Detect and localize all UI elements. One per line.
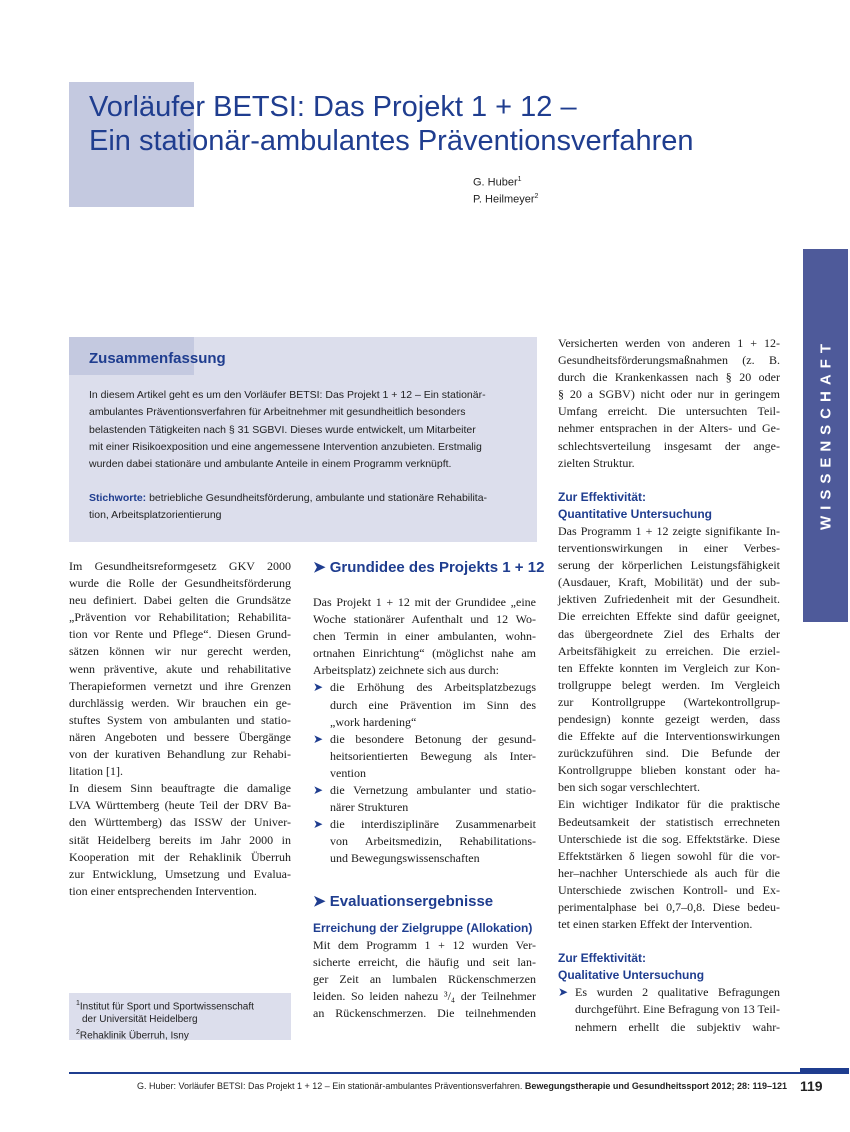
body-line: (Ausdauer, Kraft, Mobilität) und der sub- — [558, 575, 780, 590]
footnote-1-cont — [76, 1013, 254, 1026]
footer-rule — [69, 1072, 849, 1074]
arrow-bullet-icon: ➤ — [558, 985, 569, 1000]
footer-citation-text: G. Huber: Vorläufer BETSI: Das Projekt 1 + 12 – Ein stationär-ambulantes Präventionsverfahren. — [136, 1081, 525, 1091]
body-line: jektiven Zufriedenheit mit der Gesundheit. — [558, 592, 780, 607]
list-item — [313, 782, 536, 816]
author-1-affiliation-mark: 1 — [517, 176, 522, 183]
abstract-heading: Zusammenfassung — [89, 350, 226, 367]
body-line: terventionswirkungen in einer Verbes- — [558, 541, 780, 556]
body-line: Arbeitsplatz) zeichnete sich aus durch: — [313, 663, 499, 678]
body-line: Mit dem Programm 1 + 12 wurden Ver- — [313, 937, 536, 952]
footnote-1-mark: 1 — [76, 1000, 80, 1007]
body-line: ten Effekte konnten im Vergleich zur Kon- — [558, 660, 780, 675]
body-line: tion vor Rente und Pflege“. Diesen Grund- — [69, 627, 291, 642]
body-line: chen Termin in einer ambulanten, wohn- — [313, 629, 536, 644]
abstract-line: In diesem Artikel geht es um den Vorläufer BETSI: Das Projekt 1 + 12 – Ein stationär- — [89, 389, 486, 401]
body-line: litation [1]. — [69, 764, 123, 779]
body-line: Ein wichtiger Indikator für die praktische — [558, 797, 780, 812]
body-line: wurde die Rolle der Gesundheitsförderung — [69, 576, 291, 591]
body-line: LVA Württemberg (heute Teil der DRV Ba- — [69, 798, 291, 813]
body-line: Gesundheitsförderungsmaßnahmen (z. B. — [558, 353, 780, 368]
body-line: an Rückenschmerzen. Die teilnehmenden — [313, 1005, 536, 1020]
body-line: sität Heidelberg bereits im Jahr 2000 in — [69, 832, 291, 847]
author-1 — [473, 173, 538, 190]
body-line: Im Gesundheitsreformgesetz GKV 2000 — [69, 559, 291, 573]
body-line: neu definiert. Dabei gelten die Grundsätze — [69, 593, 291, 608]
author-list — [473, 173, 538, 206]
body-line: her–nachher Unterschiede als auch für die — [558, 865, 780, 880]
list-item — [313, 679, 536, 730]
body-line: § 20 a SGBV) nicht oder nur in geringem — [558, 387, 780, 402]
body-line: leiden. So leiden nahezu ³/₄ der Teilnehmer — [313, 988, 536, 1003]
arrow-bullet-icon: ➤ — [313, 817, 324, 832]
body-line: Kontrollgruppe blieben konstant oder ha- — [558, 763, 780, 778]
author-2 — [473, 190, 538, 207]
body-column-3 — [558, 335, 780, 1036]
body-line: zurückzuführen sind. Die Befunde der — [558, 746, 780, 761]
body-line: trollgruppe belegt werden. Im Vergleich — [558, 677, 780, 692]
author-2-affiliation-mark: 2 — [534, 192, 539, 200]
body-line: Bedeutsamkeit der statistisch errechneten — [558, 814, 780, 829]
body-line: von der kurativen Behandlung zur Rehabi- — [69, 747, 291, 762]
body-line: Das Projekt 1 + 12 mit der Grundidee „eine — [313, 595, 536, 609]
body-column-2 — [313, 558, 545, 1022]
abstract-line: wurden dabei stationäre und ambulante Anteile in einem Programm verknüpft. — [89, 458, 452, 471]
footnote-2-line-1: Rehaklinik Überruh, Isny — [79, 1030, 189, 1042]
body-line: Unterschiede ist die sog. Effektstärke. Diese — [558, 831, 780, 846]
body-line: ortnahen Einrichtung“ (möglichst nahe am — [313, 646, 536, 661]
section-heading-grundidee — [313, 558, 545, 578]
body-line: wenn präventive, akute und rehabilitative — [69, 661, 291, 676]
title-line-2: Ein stationär-ambulantes Präventionsverfahren — [89, 125, 694, 157]
title-line-1: Vorläufer BETSI: Das Projekt 1 + 12 – — [89, 91, 577, 123]
subheading-qualitative: Qualitative Untersuchung — [558, 968, 705, 983]
arrow-bullet-icon: ➤ — [313, 731, 324, 746]
footnote-2-mark: 2 — [76, 1029, 80, 1037]
bullet-line: „work hardening“ — [330, 714, 417, 729]
arrow-icon: ➤ — [313, 892, 326, 910]
body-line: Effektstärken δ liegen sowohl für die vor- — [558, 848, 780, 863]
keywords-text: betriebliche Gesundheitsförderung, ambulante und stationäre Rehabilita- — [146, 492, 488, 504]
abstract-line: ambulantes Präventionsverfahren für Arbeitnehmer mit gesundheitlich besonders — [89, 406, 466, 419]
body-line: serung der körperlichen Leistungsfähigkeit — [558, 558, 780, 573]
body-column-1 — [69, 558, 291, 900]
bullet-line: vention — [330, 765, 366, 780]
body-line: durch die Krankenkassen nach § 20 oder — [558, 370, 780, 385]
bullet-line: durch eine Prävention im Sinn des — [330, 697, 536, 712]
body-line: perimentalphase bei 0,7–0,8. Diese bedeu- — [558, 900, 780, 914]
body-line: Kooperation mit der Rehaklinik Überruh — [69, 849, 291, 864]
body-line: den Württemberg) das ISSW der Univer- — [69, 815, 291, 830]
page-number: 119 — [800, 1078, 823, 1094]
body-line: ger Zeit an lumbalen Rückenschmerzen — [313, 971, 536, 986]
subheading-effektivitaet-2: Zur Effektivität: — [558, 951, 647, 966]
body-line: die Effekte auf die Interventionswirkungen — [558, 729, 780, 744]
article-title — [89, 90, 809, 158]
keywords-label: Stichworte: — [89, 492, 147, 504]
footnote-1-line-1: Institut für Sport und Sportwissenschaft — [79, 1001, 254, 1013]
footer-journal: Bewegungstherapie und Gesundheitssport 2012; 28: 119–121 — [524, 1081, 787, 1091]
body-line: Unterschiede zwischen Kontroll- und Ex- — [558, 882, 780, 897]
section-heading-evaluation — [313, 892, 536, 912]
body-line: sicherte erreicht, die häufig und seit lan- — [313, 954, 536, 969]
affiliation-footnotes — [76, 997, 254, 1043]
keywords — [89, 490, 519, 525]
bullet-line: und Bewegungswissenschaften — [330, 851, 480, 866]
author-2-name: P. Heilmeyer — [473, 193, 535, 206]
body-line: Die erreichten Effekte sind dafür geeignet, — [558, 609, 780, 624]
bullet-line: die Erhöhung des Arbeitsplatzbezugs — [330, 680, 536, 695]
arrow-icon: ➤ — [313, 559, 326, 576]
bullet-line: heitsorientierten Bewegung als Inter- — [330, 748, 536, 763]
body-line: Versicherten werden von anderen 1 + 12- — [558, 336, 780, 350]
bullet-line: von Arbeitsmedizin, Rehabilitations- — [330, 834, 536, 849]
body-line: pendesign) konnte gezeigt werden, dass — [558, 711, 780, 726]
body-line: zielten Struktur. — [558, 455, 635, 470]
footer-citation — [69, 1081, 787, 1091]
body-line: Therapieformen vernetzt und ihre Grenzen — [69, 678, 291, 693]
subheading-allokation: Erreichung der Zielgruppe (Allokation) — [313, 920, 533, 935]
body-line: In diesem Sinn beauftragte die damalige — [69, 781, 291, 796]
bullet-line: durchgeführt. Eine Befragung von 13 Teil- — [575, 1002, 780, 1017]
bullet-line: närer Strukturen — [330, 800, 409, 815]
abstract-text — [89, 387, 519, 473]
bullet-line: Es wurden 2 qualitative Befragungen — [575, 985, 780, 1000]
body-line: nehmer entsprachen in der Alters- und Ge- — [558, 421, 780, 436]
arrow-bullet-icon: ➤ — [313, 783, 324, 798]
body-line: sätzen können wir nur gerecht werden, — [69, 644, 291, 659]
author-1-name: G. Huber — [473, 176, 518, 189]
bullet-line: die Vernetzung ambulanter und statio- — [330, 783, 536, 798]
section-heading-text: Evaluationsergebnisse — [329, 892, 494, 910]
body-line: zur Kontrollgruppe (Wartekontrollgrup- — [558, 694, 780, 709]
body-line: Woche stationärer Aufenthalt und 12 Wo- — [313, 612, 536, 627]
subheading-effektivitaet-1: Zur Effektivität: — [558, 489, 647, 504]
body-line: zur Entwicklung, Umsetzung und Evalua- — [69, 866, 291, 881]
bullet-line: die besondere Betonung der gesund- — [330, 731, 536, 746]
keywords-line-2: tion, Arbeitsplatzorientierung — [89, 509, 222, 522]
body-line: nären Angeboten und bessere Übergänge — [69, 729, 291, 744]
body-line: „Prävention vor Rehabilitation; Rehabilita- — [69, 610, 291, 625]
body-line: das übergeordnete Ziel des Erhalts der — [558, 626, 780, 641]
footnote-2 — [76, 1026, 254, 1042]
footnote-1 — [76, 997, 254, 1013]
section-side-tab-label: WISSENSCHAFT — [817, 338, 835, 530]
body-line: Arbeitsfähigkeit zu erreichen. Die erziel- — [558, 643, 780, 658]
list-item — [313, 816, 536, 867]
section-heading-text: Grundidee des Projekts 1 + 12 — [329, 559, 545, 576]
abstract-line: mit einer Risikoexposition und eine angemessene Intervention anzubieten. Erstmalig — [89, 440, 482, 453]
body-line: Umfang erreicht. Die untersuchten Teil- — [558, 404, 780, 419]
bullet-line: die interdisziplinäre Zusammenarbeit — [330, 817, 536, 832]
footer-page-tab — [800, 1068, 849, 1073]
abstract-line: belastenden Tätigkeiten nach § 31 SGBVI. Dieses wurde entwickelt, um Mitarbeiter — [89, 423, 476, 436]
bullet-line: nehmern erhellt die subjektiv wahr- — [575, 1019, 780, 1034]
body-line: stuftes System von ambulanten und statio- — [69, 712, 291, 727]
subheading-quantitative: Quantitative Untersuchung — [558, 506, 713, 521]
arrow-bullet-icon: ➤ — [313, 680, 324, 695]
body-line: Das Programm 1 + 12 zeigte signifikante In- — [558, 523, 780, 538]
body-line: schlechtsverteilung insgesamt der ange- — [558, 438, 780, 453]
body-line: tet einen starken Effekt der Intervention. — [558, 917, 753, 932]
body-line: durchlässig werden. Wir brauchen ein ge- — [69, 695, 291, 710]
list-item — [558, 984, 780, 1035]
list-item — [313, 731, 536, 782]
body-line: tion einer entsprechenden Intervention. — [69, 883, 257, 898]
keywords-line-1 — [89, 490, 519, 507]
footnote-1-line-2: der Universität Heidelberg — [82, 1014, 198, 1026]
body-line: ben sich sogar verschlechtert. — [558, 780, 700, 795]
